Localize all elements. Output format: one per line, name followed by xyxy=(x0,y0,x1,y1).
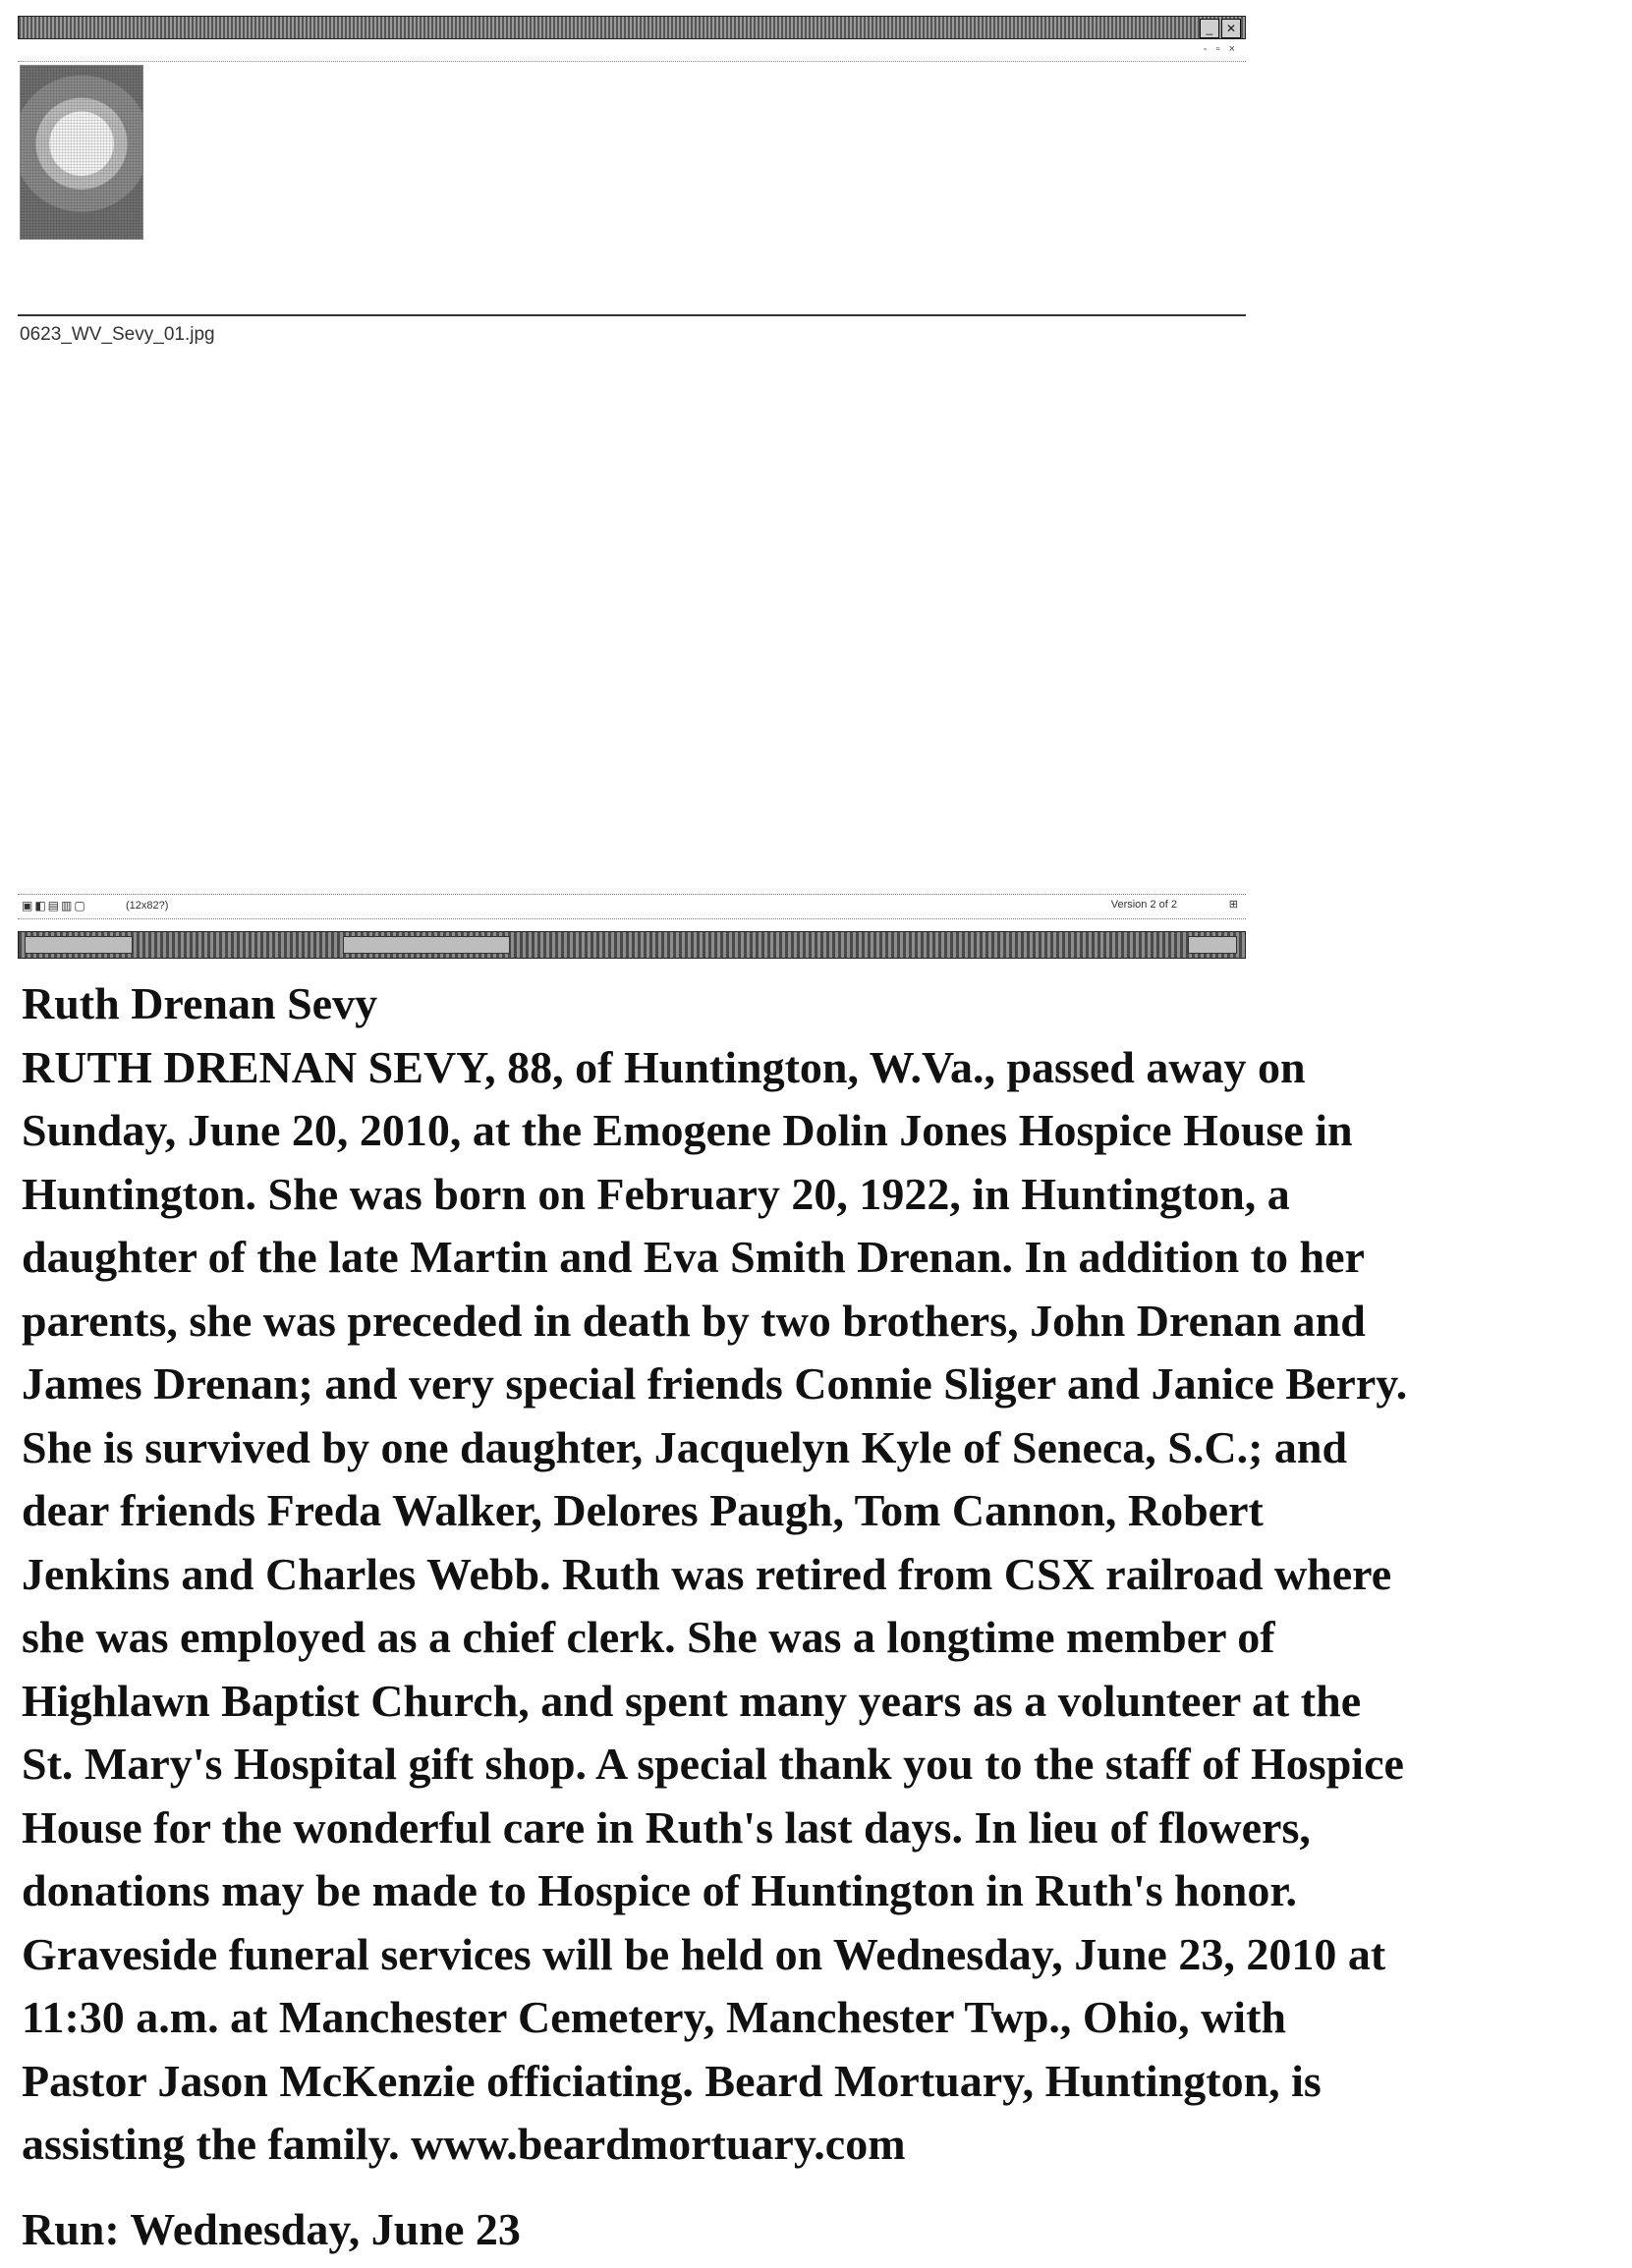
start-button[interactable] xyxy=(25,936,133,954)
resize-grip-icon[interactable]: ⊞ xyxy=(1228,899,1238,911)
tray-clock xyxy=(1188,936,1237,954)
obituary-body xyxy=(22,1036,1613,2177)
obituary-line: donations may be made to Hospice of Huntington in Ruth's honor. xyxy=(22,1865,1298,1915)
obituary-line: Highlawn Baptist Church, and spent many years as a volunteer at the xyxy=(22,1675,1362,1726)
obituary-line: 11:30 a.m. at Manchester Cemetery, Manchester Twp., Ohio, with xyxy=(22,1992,1286,2042)
obituary-line: Jenkins and Charles Webb. Ruth was retired from CSX railroad where xyxy=(22,1548,1392,1599)
run-date: Run: Wednesday, June 23 xyxy=(22,2204,521,2254)
close-icon[interactable]: ✕ xyxy=(1221,19,1241,38)
obituary-line: Sunday, June 20, 2010, at the Emogene Dolin Jones Hospice House in xyxy=(22,1105,1353,1155)
taskbar xyxy=(18,931,1246,959)
divider xyxy=(18,314,1246,316)
obituary-line: Pastor Jason McKenzie officiating. Beard Mortuary, Huntington, is xyxy=(22,2055,1322,2106)
obituary-line: Graveside funeral services will be held on Wednesday, June 23, 2010 at xyxy=(22,1928,1386,1979)
obituary-line: James Drenan; and very special friends Connie Sliger and Janice Berry. xyxy=(22,1358,1408,1409)
window-titlebar xyxy=(18,16,1246,39)
obituary-line: House for the wonderful care in Ruth's last days. In lieu of flowers, xyxy=(22,1801,1311,1853)
obituary-line: she was employed as a chief clerk. She was a longtime member of xyxy=(22,1612,1275,1662)
obituary-line: parents, she was preceded in death by two brothers, John Drenan and xyxy=(22,1295,1366,1346)
menu-bar xyxy=(18,41,1246,62)
portrait-photo xyxy=(20,65,143,240)
taskbar-item[interactable] xyxy=(343,936,510,954)
obituary-line: daughter of the late Martin and Eva Smith Drenan. In addition to her xyxy=(22,1232,1365,1282)
obituary-line: Huntington. She was born on February 20, 1922, in Huntington, a xyxy=(22,1168,1290,1219)
status-size: (12x82?) xyxy=(126,900,169,912)
obituary-heading: Ruth Drenan Sevy xyxy=(22,978,378,1028)
obituary-line: dear friends Freda Walker, Delores Paugh, Tom Cannon, Robert xyxy=(22,1485,1264,1535)
window-controls-icon[interactable]: - ▫ × xyxy=(1203,43,1238,55)
obituary-article xyxy=(22,972,1613,2177)
obituary-line: assisting the family. www.beardmortuary.com xyxy=(22,2119,906,2169)
status-bar xyxy=(18,894,1246,919)
obituary-line: RUTH DRENAN SEVY, 88, of Huntington, W.Va., passed away on xyxy=(22,1041,1306,1092)
obituary-line: She is survived by one daughter, Jacquelyn Kyle of Seneca, S.C.; and xyxy=(22,1421,1348,1472)
minimize-icon[interactable]: _ xyxy=(1200,19,1219,38)
status-version: Version 2 of 2 xyxy=(1110,899,1177,911)
image-filename: 0623_WV_Sevy_01.jpg xyxy=(20,324,215,345)
status-icons[interactable]: ▣◧▤▥▢ xyxy=(22,899,87,913)
obituary-line: St. Mary's Hospital gift shop. A special thank you to the staff of Hospice xyxy=(22,1739,1404,1789)
